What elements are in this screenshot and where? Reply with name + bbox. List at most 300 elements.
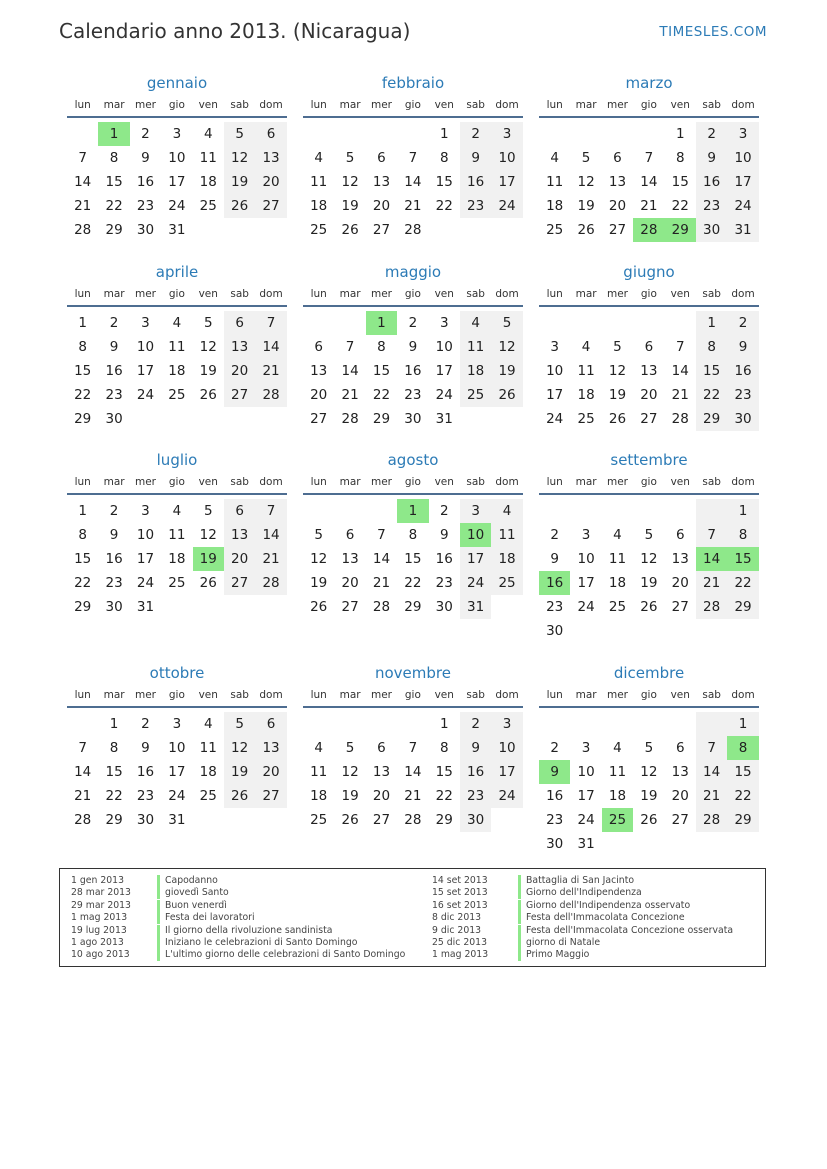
empty-day-cell bbox=[539, 122, 570, 146]
day-cell: 11 bbox=[491, 523, 522, 547]
legend-date: 16 set 2013 bbox=[432, 899, 488, 911]
day-cell: 16 bbox=[136, 174, 155, 190]
day-cell: 23 bbox=[460, 194, 491, 218]
legend-row bbox=[432, 949, 733, 961]
day-cell: 27 bbox=[255, 784, 286, 808]
day-cell: 19 bbox=[341, 788, 359, 804]
day-cell: 18 bbox=[310, 788, 328, 804]
legend-date: 9 dic 2013 bbox=[432, 924, 482, 936]
holiday-day-cell: 1 bbox=[366, 311, 397, 335]
weekday-header: mar bbox=[334, 283, 365, 307]
day-cell: 8 bbox=[78, 339, 87, 355]
day-cell: 14 bbox=[696, 760, 727, 784]
weekday-header: mer bbox=[602, 684, 633, 708]
day-cell: 19 bbox=[608, 387, 627, 403]
day-cell: 26 bbox=[224, 194, 255, 218]
day-cell: 28 bbox=[372, 599, 391, 615]
day-cell: 17 bbox=[546, 387, 564, 403]
weekday-header: lun bbox=[303, 684, 334, 708]
legend-row bbox=[432, 887, 733, 899]
legend-holiday-name: Festa dell'Immacolata Concezione bbox=[526, 912, 685, 924]
holiday-color-marker bbox=[518, 949, 521, 961]
holiday-color-marker bbox=[157, 925, 160, 937]
month-name: luglio bbox=[156, 451, 198, 469]
weekday-header: gio bbox=[633, 283, 664, 307]
month-name: maggio bbox=[384, 263, 442, 281]
empty-day-cell bbox=[570, 311, 601, 335]
day-cell: 12 bbox=[608, 363, 627, 379]
empty-day-cell bbox=[602, 122, 633, 146]
day-cell: 22 bbox=[404, 575, 422, 591]
day-cell: 12 bbox=[577, 174, 595, 190]
weekday-header: mer bbox=[602, 283, 633, 307]
day-cell: 11 bbox=[310, 174, 328, 190]
empty-day-cell bbox=[303, 499, 334, 523]
day-cell: 19 bbox=[491, 359, 522, 383]
legend-date: 10 ago 2013 bbox=[71, 949, 130, 961]
month-aprile bbox=[67, 261, 287, 431]
day-cell: 8 bbox=[696, 335, 727, 359]
weekday-header: ven bbox=[429, 94, 460, 118]
day-cell: 22 bbox=[696, 383, 727, 407]
legend-holiday-name: Festa dell'Immacolata Concezione osservata bbox=[526, 924, 734, 936]
day-cell: 25 bbox=[310, 222, 328, 238]
day-cell: 1 bbox=[78, 315, 87, 331]
holiday-color-marker bbox=[157, 937, 160, 949]
weekday-header: gio bbox=[397, 94, 428, 118]
day-cell: 13 bbox=[372, 174, 391, 190]
day-cell: 1 bbox=[727, 499, 758, 523]
month-days-grid bbox=[539, 684, 759, 856]
month-name: febbraio bbox=[381, 74, 445, 92]
weekday-header: ven bbox=[665, 471, 696, 495]
day-cell: 17 bbox=[491, 760, 522, 784]
weekday-header: gio bbox=[633, 471, 664, 495]
day-cell: 26 bbox=[199, 387, 217, 403]
month-name: aprile bbox=[155, 263, 199, 281]
day-cell: 12 bbox=[310, 551, 328, 567]
day-cell: 11 bbox=[168, 339, 186, 355]
day-cell: 1 bbox=[675, 126, 685, 142]
day-cell: 11 bbox=[168, 527, 186, 543]
day-cell: 21 bbox=[255, 359, 286, 383]
day-cell: 20 bbox=[310, 387, 328, 403]
day-cell: 5 bbox=[581, 150, 591, 166]
day-cell: 8 bbox=[78, 527, 87, 543]
empty-day-cell bbox=[602, 712, 633, 736]
day-cell: 8 bbox=[439, 150, 449, 166]
day-cell: 2 bbox=[460, 712, 491, 736]
legend-date: 19 lug 2013 bbox=[71, 924, 127, 936]
day-cell: 21 bbox=[372, 575, 391, 591]
day-cell: 17 bbox=[727, 170, 758, 194]
day-cell: 19 bbox=[224, 170, 255, 194]
day-cell: 5 bbox=[345, 150, 355, 166]
legend-row bbox=[432, 925, 733, 937]
day-cell: 31 bbox=[435, 411, 453, 427]
holiday-day-cell: 19 bbox=[193, 547, 224, 571]
legend-holiday-name: Giorno dell'Indipendenza bbox=[526, 887, 642, 899]
day-cell: 12 bbox=[199, 339, 217, 355]
day-cell: 15 bbox=[696, 359, 727, 383]
weekday-header: lun bbox=[67, 471, 98, 495]
day-cell: 6 bbox=[224, 499, 255, 523]
legend-holiday-name: L'ultimo giorno delle celebrazioni di Santo Domingo bbox=[165, 949, 406, 961]
day-cell: 9 bbox=[141, 150, 150, 166]
weekday-header: lun bbox=[67, 283, 98, 307]
day-cell: 6 bbox=[644, 339, 654, 355]
day-cell: 20 bbox=[372, 788, 391, 804]
weekday-header: ven bbox=[429, 684, 460, 708]
day-cell: 19 bbox=[640, 575, 658, 591]
day-cell: 12 bbox=[640, 764, 658, 780]
day-cell: 1 bbox=[696, 311, 727, 335]
day-cell: 8 bbox=[408, 527, 418, 543]
day-cell: 30 bbox=[546, 623, 564, 639]
weekday-header: ven bbox=[193, 471, 224, 495]
day-cell: 7 bbox=[377, 527, 386, 543]
day-cell: 28 bbox=[696, 808, 727, 832]
day-cell: 21 bbox=[255, 547, 286, 571]
day-cell: 10 bbox=[577, 551, 595, 567]
day-cell: 14 bbox=[404, 764, 422, 780]
month-days-grid bbox=[539, 283, 759, 431]
weekday-header: gio bbox=[161, 471, 192, 495]
weekday-header: dom bbox=[491, 471, 522, 495]
legend-row bbox=[71, 937, 405, 949]
day-cell: 9 bbox=[727, 335, 758, 359]
day-cell: 30 bbox=[105, 411, 123, 427]
empty-day-cell bbox=[366, 499, 397, 523]
month-settembre bbox=[539, 449, 759, 643]
holiday-color-marker bbox=[157, 900, 160, 912]
day-cell: 24 bbox=[168, 788, 186, 804]
day-cell: 21 bbox=[404, 198, 422, 214]
day-cell: 27 bbox=[341, 599, 359, 615]
holiday-color-marker bbox=[518, 875, 521, 887]
day-cell: 1 bbox=[439, 126, 449, 142]
weekday-header: mer bbox=[602, 94, 633, 118]
day-cell: 23 bbox=[105, 575, 123, 591]
day-cell: 31 bbox=[168, 812, 186, 828]
day-cell: 25 bbox=[460, 383, 491, 407]
day-cell: 2 bbox=[727, 311, 758, 335]
day-cell: 12 bbox=[341, 764, 359, 780]
day-cell: 13 bbox=[255, 146, 286, 170]
weekday-header: sab bbox=[460, 471, 491, 495]
day-cell: 13 bbox=[671, 551, 689, 567]
day-cell: 14 bbox=[255, 523, 286, 547]
empty-day-cell bbox=[539, 499, 570, 523]
day-cell: 22 bbox=[105, 788, 123, 804]
weekday-header: mer bbox=[130, 283, 161, 307]
weekday-header: sab bbox=[460, 283, 491, 307]
day-cell: 23 bbox=[435, 575, 453, 591]
day-cell: 7 bbox=[255, 311, 286, 335]
day-cell: 24 bbox=[168, 198, 186, 214]
legend-date: 1 ago 2013 bbox=[71, 936, 124, 948]
holiday-day-cell: 14 bbox=[696, 547, 727, 571]
day-cell: 27 bbox=[372, 812, 391, 828]
day-cell: 8 bbox=[109, 150, 119, 166]
weekday-header: ven bbox=[665, 283, 696, 307]
day-cell: 1 bbox=[78, 503, 87, 519]
day-cell: 30 bbox=[404, 411, 422, 427]
holiday-day-cell: 29 bbox=[665, 218, 696, 242]
day-cell: 26 bbox=[640, 812, 658, 828]
legend-row bbox=[71, 949, 405, 961]
holiday-color-marker bbox=[518, 925, 521, 937]
day-cell: 1 bbox=[727, 712, 758, 736]
day-cell: 3 bbox=[491, 122, 522, 146]
day-cell: 30 bbox=[460, 808, 491, 832]
day-cell: 7 bbox=[78, 740, 87, 756]
day-cell: 22 bbox=[74, 575, 92, 591]
day-cell: 23 bbox=[105, 387, 123, 403]
day-cell: 13 bbox=[671, 764, 689, 780]
day-cell: 14 bbox=[640, 174, 658, 190]
weekday-header: gio bbox=[161, 684, 192, 708]
day-cell: 22 bbox=[671, 198, 689, 214]
day-cell: 14 bbox=[74, 764, 92, 780]
day-cell: 7 bbox=[675, 339, 685, 355]
weekday-header: lun bbox=[303, 94, 334, 118]
day-cell: 14 bbox=[255, 335, 286, 359]
page-title: Calendario anno 2013. (Nicaragua) bbox=[59, 19, 411, 43]
empty-day-cell bbox=[539, 311, 570, 335]
weekday-header: mar bbox=[98, 94, 129, 118]
day-cell: 17 bbox=[577, 788, 595, 804]
day-cell: 20 bbox=[255, 170, 286, 194]
day-cell: 18 bbox=[199, 174, 217, 190]
weekday-header: gio bbox=[397, 471, 428, 495]
day-cell: 15 bbox=[671, 174, 689, 190]
weekday-header: dom bbox=[255, 94, 286, 118]
day-cell: 1 bbox=[439, 716, 449, 732]
day-cell: 19 bbox=[199, 363, 217, 379]
weekday-header: ven bbox=[193, 684, 224, 708]
day-cell: 10 bbox=[168, 150, 186, 166]
weekday-header: mar bbox=[570, 684, 601, 708]
day-cell: 26 bbox=[341, 222, 359, 238]
day-cell: 26 bbox=[640, 599, 658, 615]
weekday-header: dom bbox=[255, 471, 286, 495]
day-cell: 4 bbox=[581, 339, 591, 355]
holiday-day-cell: 10 bbox=[460, 523, 491, 547]
weekday-header: sab bbox=[224, 94, 255, 118]
legend-date: 1 mag 2013 bbox=[71, 912, 128, 924]
day-cell: 28 bbox=[255, 571, 286, 595]
holiday-color-marker bbox=[518, 937, 521, 949]
day-cell: 29 bbox=[696, 407, 727, 431]
weekday-header: lun bbox=[539, 471, 570, 495]
day-cell: 6 bbox=[255, 712, 286, 736]
weekday-header: ven bbox=[665, 684, 696, 708]
day-cell: 6 bbox=[613, 150, 622, 166]
weekday-header: mar bbox=[98, 471, 129, 495]
legend-date: 1 gen 2013 bbox=[71, 875, 124, 886]
day-cell: 8 bbox=[727, 523, 758, 547]
day-cell: 22 bbox=[435, 198, 453, 214]
legend-row bbox=[71, 887, 405, 899]
day-cell: 13 bbox=[224, 335, 255, 359]
empty-day-cell bbox=[67, 712, 98, 736]
weekday-header: lun bbox=[67, 94, 98, 118]
day-cell: 10 bbox=[168, 740, 186, 756]
day-cell: 27 bbox=[255, 194, 286, 218]
day-cell: 18 bbox=[199, 764, 217, 780]
weekday-header: dom bbox=[491, 684, 522, 708]
day-cell: 8 bbox=[109, 740, 119, 756]
day-cell: 17 bbox=[460, 547, 491, 571]
day-cell: 7 bbox=[696, 523, 727, 547]
weekday-header: mar bbox=[334, 94, 365, 118]
month-days-grid bbox=[67, 684, 287, 832]
day-cell: 10 bbox=[491, 146, 522, 170]
day-cell: 11 bbox=[199, 150, 217, 166]
day-cell: 6 bbox=[255, 122, 286, 146]
day-cell: 24 bbox=[577, 812, 595, 828]
holiday-color-marker bbox=[157, 912, 160, 924]
day-cell: 27 bbox=[310, 411, 328, 427]
month-days-grid bbox=[539, 471, 759, 643]
day-cell: 21 bbox=[671, 387, 689, 403]
day-cell: 13 bbox=[255, 736, 286, 760]
day-cell: 2 bbox=[141, 716, 150, 732]
month-name: agosto bbox=[387, 451, 439, 469]
day-cell: 10 bbox=[435, 339, 453, 355]
day-cell: 23 bbox=[136, 788, 155, 804]
empty-day-cell bbox=[665, 712, 696, 736]
day-cell: 24 bbox=[435, 387, 453, 403]
day-cell: 25 bbox=[310, 812, 328, 828]
day-cell: 18 bbox=[608, 788, 627, 804]
day-cell: 28 bbox=[341, 411, 359, 427]
day-cell: 5 bbox=[314, 527, 323, 543]
day-cell: 3 bbox=[439, 315, 449, 331]
weekday-header: ven bbox=[193, 283, 224, 307]
day-cell: 30 bbox=[727, 407, 758, 431]
legend-row bbox=[432, 937, 733, 949]
day-cell: 26 bbox=[341, 812, 359, 828]
day-cell: 3 bbox=[491, 712, 522, 736]
empty-day-cell bbox=[665, 311, 696, 335]
day-cell: 9 bbox=[460, 146, 491, 170]
weekday-header: sab bbox=[696, 684, 727, 708]
day-cell: 20 bbox=[671, 575, 689, 591]
day-cell: 5 bbox=[613, 339, 622, 355]
empty-day-cell bbox=[334, 122, 365, 146]
day-cell: 15 bbox=[105, 174, 123, 190]
legend-date: 8 dic 2013 bbox=[432, 912, 482, 924]
weekday-header: mer bbox=[130, 684, 161, 708]
legend-holiday-name: Capodanno bbox=[165, 875, 218, 886]
month-novembre bbox=[303, 662, 523, 832]
day-cell: 21 bbox=[74, 788, 92, 804]
day-cell: 21 bbox=[74, 198, 92, 214]
holiday-color-marker bbox=[157, 949, 160, 961]
month-days-grid bbox=[303, 471, 523, 619]
empty-day-cell bbox=[633, 712, 664, 736]
legend-date: 28 mar 2013 bbox=[71, 887, 131, 899]
weekday-header: lun bbox=[539, 94, 570, 118]
empty-day-cell bbox=[665, 499, 696, 523]
day-cell: 12 bbox=[491, 335, 522, 359]
empty-day-cell bbox=[397, 122, 428, 146]
empty-day-cell bbox=[366, 122, 397, 146]
weekday-header: mar bbox=[334, 684, 365, 708]
day-cell: 27 bbox=[671, 812, 689, 828]
day-cell: 3 bbox=[141, 315, 150, 331]
day-cell: 19 bbox=[577, 198, 595, 214]
day-cell: 13 bbox=[224, 523, 255, 547]
day-cell: 30 bbox=[105, 599, 123, 615]
day-cell: 24 bbox=[577, 599, 595, 615]
day-cell: 5 bbox=[203, 315, 213, 331]
month-dicembre bbox=[539, 662, 759, 856]
weekday-header: lun bbox=[539, 684, 570, 708]
day-cell: 16 bbox=[136, 764, 155, 780]
day-cell: 16 bbox=[727, 359, 758, 383]
day-cell: 29 bbox=[74, 599, 92, 615]
day-cell: 30 bbox=[136, 812, 155, 828]
day-cell: 19 bbox=[224, 760, 255, 784]
empty-day-cell bbox=[397, 712, 428, 736]
day-cell: 18 bbox=[491, 547, 522, 571]
day-cell: 21 bbox=[404, 788, 422, 804]
legend-holiday-name: Festa dei lavoratori bbox=[165, 912, 255, 924]
day-cell: 7 bbox=[255, 499, 286, 523]
day-cell: 22 bbox=[435, 788, 453, 804]
day-cell: 15 bbox=[404, 551, 422, 567]
weekday-header: mer bbox=[130, 94, 161, 118]
day-cell: 8 bbox=[377, 339, 386, 355]
day-cell: 25 bbox=[546, 222, 564, 238]
day-cell: 23 bbox=[460, 784, 491, 808]
day-cell: 4 bbox=[203, 126, 213, 142]
day-cell: 27 bbox=[671, 599, 689, 615]
holiday-color-marker bbox=[518, 912, 521, 924]
day-cell: 4 bbox=[550, 150, 559, 166]
weekday-header: sab bbox=[224, 471, 255, 495]
empty-day-cell bbox=[570, 122, 601, 146]
day-cell: 8 bbox=[675, 150, 685, 166]
holiday-day-cell: 28 bbox=[633, 218, 664, 242]
day-cell: 31 bbox=[727, 218, 758, 242]
day-cell: 18 bbox=[460, 359, 491, 383]
day-cell: 23 bbox=[727, 383, 758, 407]
empty-day-cell bbox=[602, 311, 633, 335]
day-cell: 13 bbox=[310, 363, 328, 379]
weekday-header: dom bbox=[255, 684, 286, 708]
day-cell: 20 bbox=[640, 387, 658, 403]
empty-day-cell bbox=[539, 712, 570, 736]
holiday-color-marker bbox=[518, 900, 521, 912]
day-cell: 13 bbox=[640, 363, 658, 379]
legend-holiday-name: Battaglia di San Jacinto bbox=[526, 875, 635, 886]
brand-link[interactable]: TIMESLES.COM bbox=[659, 24, 767, 40]
day-cell: 15 bbox=[74, 363, 92, 379]
weekday-header: ven bbox=[429, 283, 460, 307]
weekday-header: gio bbox=[161, 283, 192, 307]
day-cell: 17 bbox=[168, 174, 186, 190]
day-cell: 6 bbox=[314, 339, 323, 355]
weekday-header: lun bbox=[303, 471, 334, 495]
day-cell: 11 bbox=[199, 740, 217, 756]
day-cell: 5 bbox=[644, 740, 654, 756]
weekday-header: lun bbox=[539, 283, 570, 307]
day-cell: 16 bbox=[435, 551, 453, 567]
